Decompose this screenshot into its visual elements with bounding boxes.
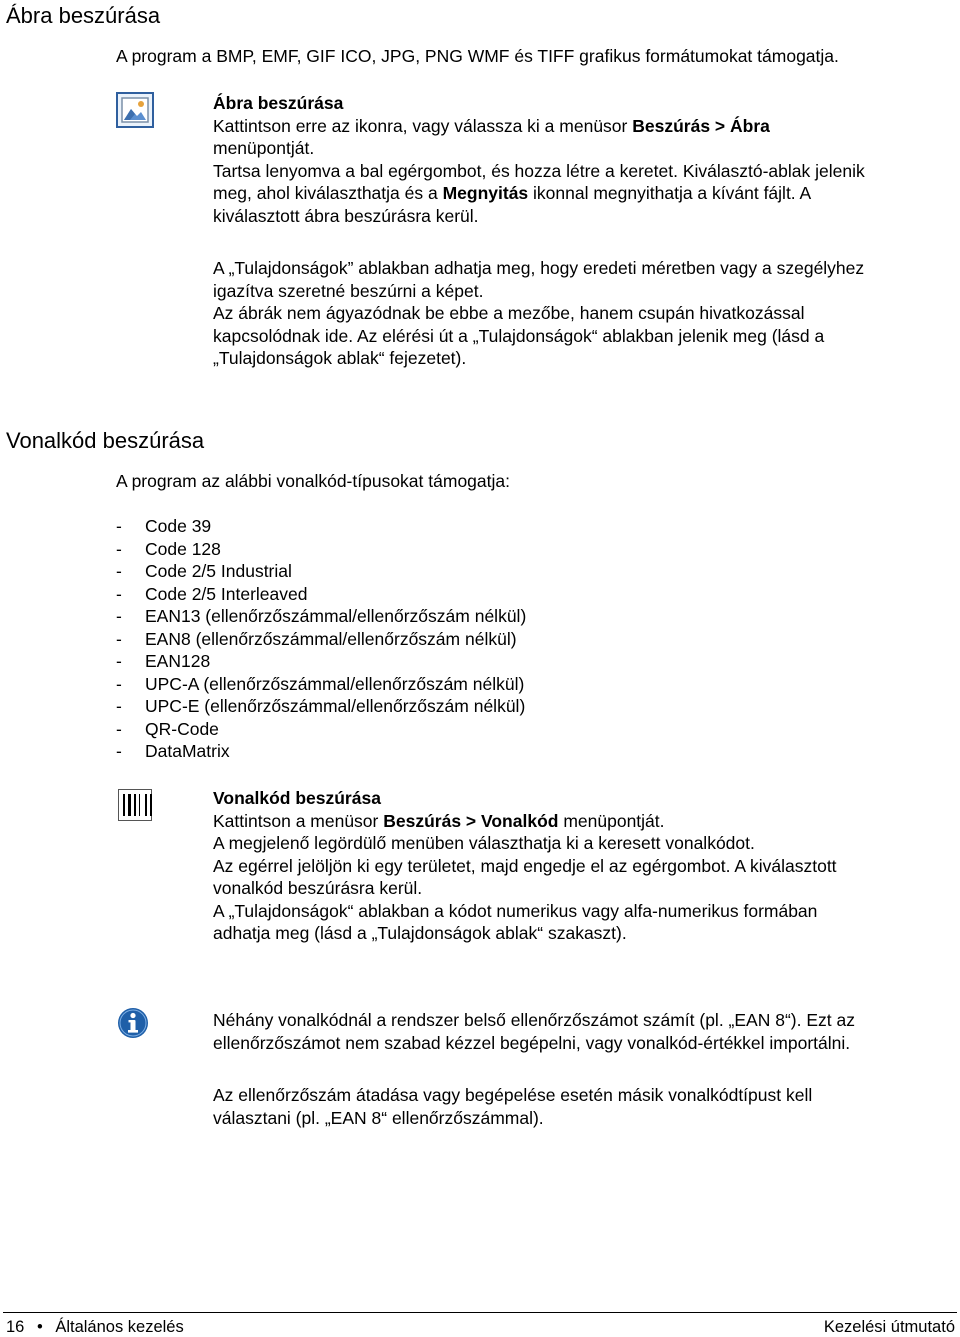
list-bullet: - xyxy=(116,741,122,761)
page-number: 16 xyxy=(6,1318,25,1336)
list-bullet: - xyxy=(116,561,122,581)
barcode-type-label: QR-Code xyxy=(145,718,219,739)
section-heading-insert-picture: Ábra beszúrása xyxy=(6,3,161,28)
section-heading-insert-barcode: Vonalkód beszúrása xyxy=(6,428,205,453)
insert-barcode-step-4: A „Tulajdonságok“ ablakban a kódot numerikus vagy alfa-numerikus formában adhatja meg (lásd a „Tulajdonságok ablak“ szakaszt). xyxy=(213,900,818,943)
insert-picture-title: Ábra beszúrása xyxy=(213,93,344,113)
info-icon xyxy=(117,1007,149,1039)
barcode-type-list xyxy=(116,515,816,763)
note-block xyxy=(213,1009,873,1129)
manual-name: Kezelési útmutató xyxy=(823,1318,955,1336)
barcode-type-item xyxy=(116,740,816,763)
barcode-type-label: EAN8 (ellenőrzőszámmal/ellenőrzőszám nélkül) xyxy=(145,628,517,649)
insert-picture-icon xyxy=(116,92,154,128)
barcode-type-item xyxy=(116,515,816,538)
barcode-type-label: Code 2/5 Interleaved xyxy=(145,583,308,604)
supported-barcodes-text: A program az alábbi vonalkód-típusokat támogatja: xyxy=(116,471,510,491)
supported-formats-text: A program a BMP, EMF, GIF ICO, JPG, PNG WMF és TIFF grafikus formátumokat támogatja. xyxy=(116,46,839,66)
list-bullet: - xyxy=(116,673,122,694)
insert-picture-step-2: Tartsa lenyomva a bal egérgombot, és hozza létre a keretet. Kiválasztó-ablak jelenik meg, ahol kiválaszthatja és a Megnyitás ikonnal megnyithatja a kívánt fájlt. A kiválasztott ábra beszúrásra kerül. xyxy=(213,160,865,226)
insert-barcode-step-3: Az egérrel jelöljön ki egy területet, majd engedje el az egérgombot. A kiválasztott vonalkód beszúrásra kerül. xyxy=(213,855,837,898)
barcode-type-item xyxy=(116,628,816,651)
barcode-type-item xyxy=(116,605,816,628)
footer-rule xyxy=(3,1312,957,1313)
barcode-type-item xyxy=(116,718,816,741)
list-bullet: - xyxy=(116,516,122,536)
list-bullet: - xyxy=(116,538,122,559)
note-text-1: Néhány vonalkódnál a rendszer belső ellenőrzőszámot számít (pl. „EAN 8“). Ezt az ellenőrzőszámot nem szabad kézzel begépelni, vagy vonalkód-értékkel importálni. xyxy=(213,1010,855,1053)
insert-picture-link-text: Az ábrák nem ágyazódnak be ebbe a mezőbe, hanem csupán hivatkozással kapcsolódnak ide. Az elérési út a „Tulajdonságok“ ablakban jelenik meg (lásd a „Tulajdonságok ablak“ fejezetet). xyxy=(213,303,825,368)
list-bullet: - xyxy=(116,583,122,604)
footer-left xyxy=(6,1318,184,1337)
insert-barcode-step-1: Kattintson a menüsor Beszúrás > Vonalkód menüpontját. xyxy=(213,810,665,831)
list-bullet: - xyxy=(116,718,122,739)
barcode-type-item xyxy=(116,538,816,561)
barcode-icon xyxy=(118,789,152,821)
barcode-type-label: Code 2/5 Industrial xyxy=(145,561,292,581)
barcode-type-item xyxy=(116,583,816,606)
insert-picture-properties-text: A „Tulajdonságok” ablakban adhatja meg, hogy eredeti méretben vagy a szegélyhez igazítva szeretné beszúrni a képet. xyxy=(213,258,865,301)
insert-barcode-title: Vonalkód beszúrása xyxy=(213,788,381,808)
barcode-type-label: UPC-E (ellenőrzőszámmal/ellenőrzőszám nélkül) xyxy=(145,696,526,716)
barcode-type-item xyxy=(116,560,816,583)
list-bullet: - xyxy=(116,628,122,649)
barcode-type-label: DataMatrix xyxy=(145,741,230,761)
list-bullet: - xyxy=(116,651,122,671)
chapter-name: Általános kezelés xyxy=(55,1318,184,1336)
barcode-type-label: Code 128 xyxy=(145,538,221,559)
barcode-type-label: Code 39 xyxy=(145,516,212,536)
barcode-type-label: EAN13 (ellenőrzőszámmal/ellenőrzőszám nélkül) xyxy=(145,606,527,626)
insert-barcode-step-2: A megjelenő legördülő menüben választhatja ki a keresett vonalkódot. xyxy=(213,833,755,853)
insert-picture-step-1: Kattintson erre az ikonra, vagy válassza ki a menüsor Beszúrás > Ábra menüpontját. xyxy=(213,115,770,158)
barcode-type-item xyxy=(116,673,816,696)
list-bullet: - xyxy=(116,696,122,716)
barcode-type-label: UPC-A (ellenőrzőszámmal/ellenőrzőszám nélkül) xyxy=(145,673,525,694)
list-bullet: - xyxy=(116,606,122,626)
insert-barcode-description xyxy=(213,787,853,945)
barcode-type-item xyxy=(116,650,816,673)
insert-picture-description xyxy=(213,92,868,370)
note-text-2: Az ellenőrzőszám átadása vagy begépelése esetén másik vonalkódtípust kell választani (pl. „EAN 8“ ellenőrzőszámmal). xyxy=(213,1085,813,1128)
barcode-type-item xyxy=(116,695,816,718)
footer-bullet: • xyxy=(36,1318,43,1336)
barcode-type-label: EAN128 xyxy=(145,651,211,671)
